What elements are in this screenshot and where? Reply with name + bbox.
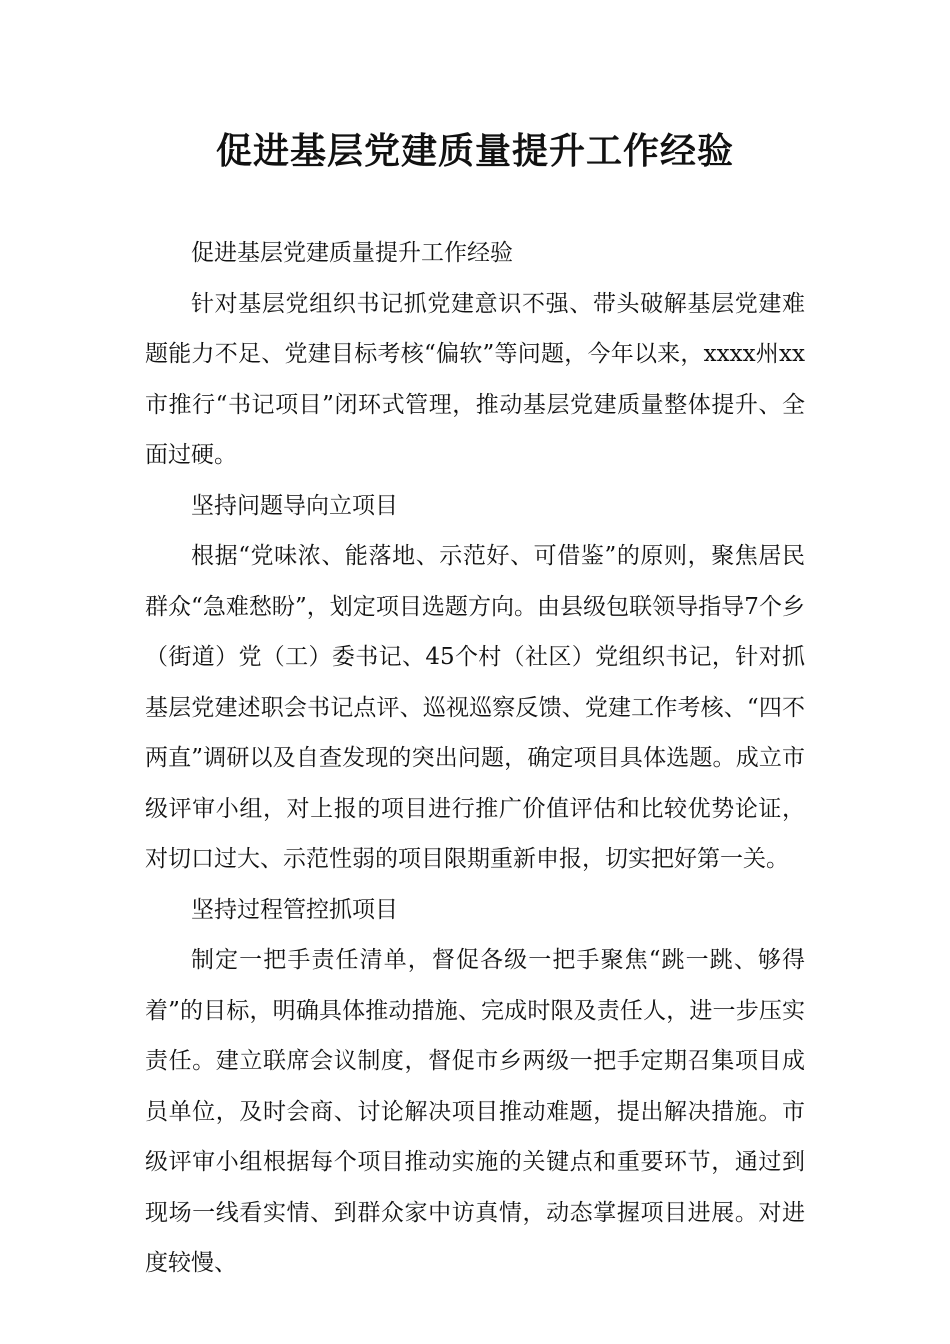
document-body xyxy=(145,228,805,1289)
section-heading: 坚持过程管控抓项目 xyxy=(191,896,398,923)
document-title: 促进基层党建质量提升工作经验 xyxy=(215,131,734,172)
section-heading: 坚持问题导向立项目 xyxy=(191,492,398,519)
body-paragraph: 制定一把手责任清单，督促各级一把手聚焦“跳一跳、够得着”的目标，明确具体推动措施、完成时限及责任人，进一步压实责任。建立联席会议制度，督促市乡两级一把手定期召集项目成员单位，及时会商、讨论解决项目推动难题，提出解决措施。市级评审小组根据每个项目推动实施的关键点和重要环节，通过到现场一线看实情、到群众家中访真情，动态掌握项目进展。对进度较慢、 xyxy=(145,947,805,1276)
section-heading: 促进基层党建质量提升工作经验 xyxy=(191,240,513,266)
body-paragraph: 针对基层党组织书记抓党建意识不强、带头破解基层党建难题能力不足、党建目标考核“偏软”等问题，今年以来，xxxx州xx市推行“书记项目”闭环式管理，推动基层党建质量整体提升、全面过硬。 xyxy=(145,290,805,468)
body-paragraph: 根据“党味浓、能落地、示范好、可借鉴”的原则，聚焦居民群众“急难愁盼”，划定项目选题方向。由县级包联领导指导7个乡（街道）党（工）委书记、45个村（社区）党组织书记，针对抓基层党建述职会书记点评、巡视巡察反馈、党建工作考核、“四不两直”调研以及自查发现的突出问题，确定项目具体选题。成立市级评审小组，对上报的项目进行推广价值评估和比较优势论证，对切口过大、示范性弱的项目限期重新申报，切实把好第一关。 xyxy=(145,543,805,872)
